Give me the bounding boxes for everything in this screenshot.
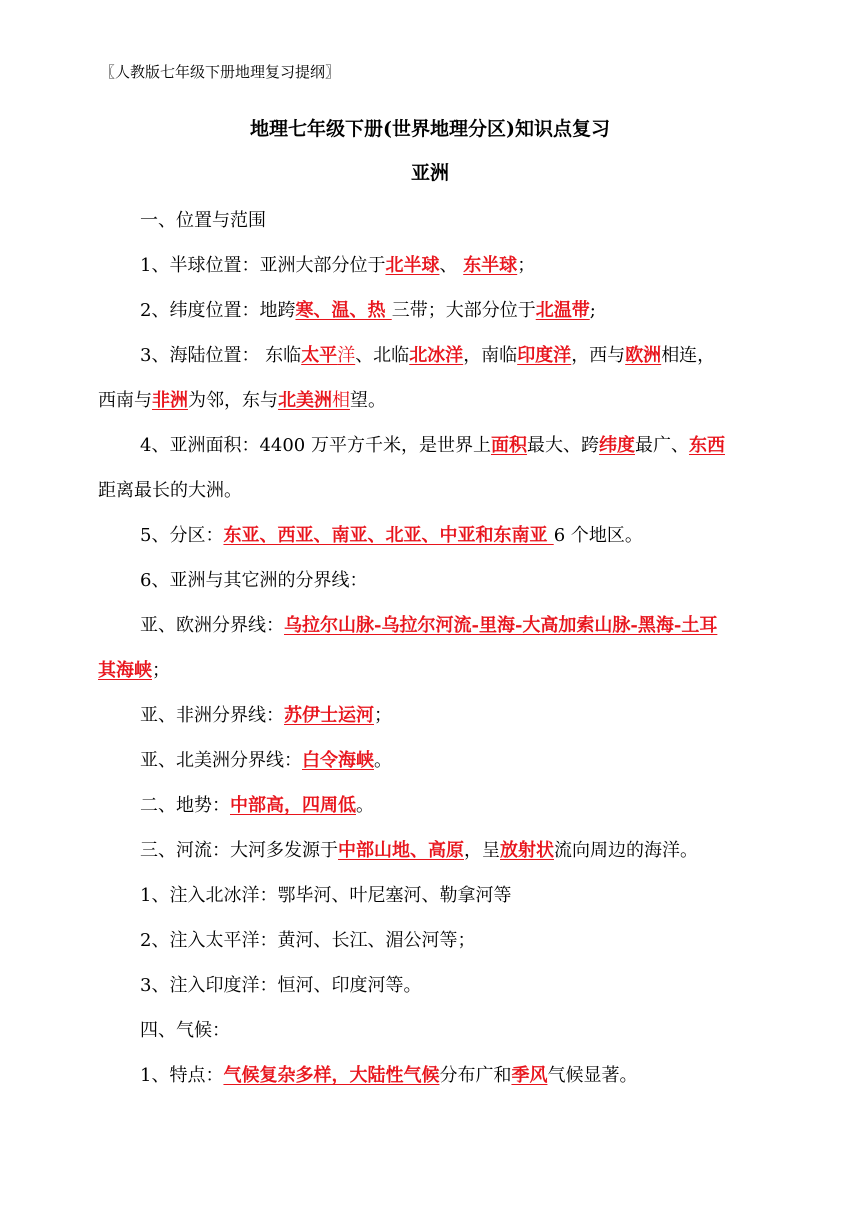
section-title: 亚洲 (410, 162, 449, 184)
line-area (98, 423, 788, 468)
text: 4、亚洲面积：4400 万平方千米，是世界上 (140, 435, 491, 456)
line-asia-europe (98, 603, 788, 648)
text: ，西与 (571, 345, 626, 366)
text: 亚、欧洲分界线： (140, 615, 284, 636)
text: 最大、跨 (526, 435, 599, 456)
text: 二、地势： (140, 795, 230, 816)
answer-regions: 东亚、西亚、南亚、北亚、中亚和东南亚 (223, 525, 554, 546)
line-area-cont: 距离最长的大洲。 (98, 480, 242, 501)
text: 。 (374, 750, 392, 771)
text: 5、分区： (140, 525, 224, 546)
line-rivers (98, 828, 788, 873)
text: 气候显著。 (547, 1065, 638, 1086)
answer-east-west: 东西 (688, 435, 725, 456)
text: 最广、 (634, 435, 689, 456)
text: ; (589, 300, 596, 321)
answer-bering: 白令海峡 (302, 750, 374, 771)
text: 、北临 (355, 345, 410, 366)
answer-europe: 欧洲 (625, 345, 662, 366)
text: 西南与 (98, 390, 152, 411)
text: ； (374, 705, 392, 726)
answer-eastern-hemisphere: 东半球 (463, 255, 518, 276)
page-title: 地理七年级下册(世界地理分区)知识点复习 (250, 118, 610, 140)
answer-pacific-tail: 洋 (337, 345, 356, 366)
document-body (98, 198, 788, 1098)
text: 分布广和 (439, 1065, 512, 1086)
text: 、 (439, 255, 464, 276)
text: 亚、非洲分界线： (140, 705, 284, 726)
text: ； (152, 660, 170, 681)
heading-location: 一、位置与范围 (140, 210, 266, 231)
text: 2、纬度位置：地跨 (140, 300, 296, 321)
text: ，呈 (464, 840, 500, 861)
text: ； (517, 255, 536, 276)
header-note: 〖人教版七年级下册地理复习提纲〗 (100, 63, 341, 81)
line-latitude (98, 288, 788, 333)
line-boundaries: 6、亚洲与其它洲的分界线： (140, 570, 368, 591)
answer-northern-hemisphere: 北半球 (385, 255, 440, 276)
answer-asia-europe-boundary: 乌拉尔山脉-乌拉尔河流-里海-大高加索山脉-黑海-土耳 (284, 615, 718, 636)
text: 望。 (350, 390, 386, 411)
answer-pacific: 太平 (301, 345, 338, 366)
answer-arctic: 北冰洋 (409, 345, 464, 366)
text: 相连， (661, 345, 716, 366)
text: 为邻，东与 (188, 390, 278, 411)
answer-zones: 寒、温、热 (295, 300, 392, 321)
text: 。 (356, 795, 374, 816)
answer-terrain: 中部高，四周低 (230, 795, 356, 816)
line-pacific-rivers: 2、注入太平洋：黄河、长江、湄公河等； (140, 930, 476, 951)
text: 三带；大部分位于 (391, 300, 536, 321)
answer-area: 面积 (490, 435, 527, 456)
answer-indian: 印度洋 (517, 345, 572, 366)
line-regions (98, 513, 788, 558)
answer-north-america-tail: 相 (332, 390, 350, 411)
line-hemisphere (98, 243, 788, 288)
answer-latitude: 纬度 (598, 435, 635, 456)
line-indian-rivers: 3、注入印度洋：恒河、印度河等。 (140, 975, 422, 996)
text: 流向周边的海洋。 (554, 840, 698, 861)
line-asia-europe-cont (98, 648, 788, 693)
answer-north-temperate: 北温带 (535, 300, 590, 321)
answer-monsoon: 季风 (511, 1065, 548, 1086)
line-arctic-rivers: 1、注入北冰洋：鄂毕河、叶尼塞河、勒拿河等 (140, 885, 512, 906)
text: 亚、北美洲分界线： (140, 750, 302, 771)
text: 1、半球位置：亚洲大部分位于 (140, 255, 386, 276)
heading-climate: 四、气候： (140, 1020, 230, 1041)
answer-africa: 非洲 (152, 390, 188, 411)
text: 1、特点： (140, 1065, 224, 1086)
line-terrain (98, 783, 788, 828)
line-asia-africa (98, 693, 788, 738)
line-climate-features (98, 1053, 788, 1098)
answer-climate: 气候复杂多样，大陆性气候 (223, 1065, 440, 1086)
answer-suez: 苏伊士运河 (284, 705, 374, 726)
line-sea-land (98, 333, 788, 378)
answer-radial: 放射状 (500, 840, 554, 861)
text: 3、海陆位置： 东临 (140, 345, 302, 366)
line-asia-north-america (98, 738, 788, 783)
answer-river-source: 中部山地、高原 (338, 840, 464, 861)
text: 三、河流：大河多发源于 (140, 840, 338, 861)
text: 6 个地区。 (553, 525, 643, 546)
answer-north-america: 北美洲 (278, 390, 332, 411)
answer-turkish-straits: 其海峡 (98, 660, 152, 681)
text: ，南临 (463, 345, 518, 366)
line-sea-land-cont (98, 378, 788, 423)
